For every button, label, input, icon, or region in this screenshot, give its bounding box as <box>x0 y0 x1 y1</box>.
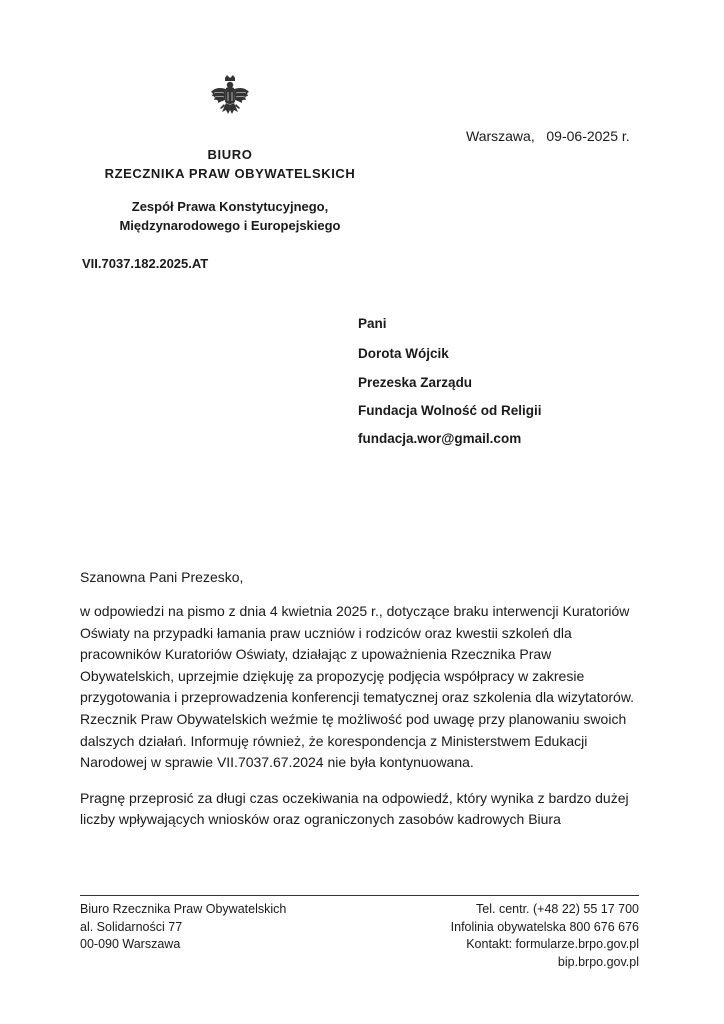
reference-number: VII.7037.182.2025.AT <box>82 256 209 271</box>
footer-right-line4: bip.brpo.gov.pl <box>557 954 639 969</box>
polish-eagle-emblem <box>208 74 252 122</box>
recipient-salutation: Pani <box>358 316 387 331</box>
footer-address <box>80 901 360 954</box>
letter-body <box>80 601 640 845</box>
office-line2: RZECZNIKA PRAW OBYWATELSKICH <box>104 166 356 181</box>
footer-divider <box>80 895 639 896</box>
date-place: Warszawa, <box>466 128 535 144</box>
office-line1: BIURO <box>207 147 253 162</box>
date-line <box>466 128 630 144</box>
recipient-role: Prezeska Zarządu <box>358 375 473 390</box>
letter-paragraph-1: w odpowiedzi na pismo z dnia 4 kwietnia 2025 r., dotyczące braku interwencji Kuratoriów Oświaty na przypadki łamania praw uczniów i rodziców oraz kwestii szkoleń dla pracowników Kuratoriów Oświaty, działając z upoważnienia Rzecznika Praw Obywatelskich, uprzejmie dziękuję za propozycję podjęcia współpracy w zakresie przygotowania i przeprowadzenia konferencji tematycznej oraz szkolenia dla wizytatorów. Rzecznik Praw Obywatelskich weźmie tę możliwość pod uwagę przy planowaniu swoich dalszych działań. Informuję również, że korespondencja z Ministerstwem Edukacji Narodowej w sprawie VII.7037.67.2024 nie była kontynuowana. <box>80 603 635 771</box>
footer-left-line2: al. Solidarności 77 <box>80 919 183 934</box>
footer-left-line1: Biuro Rzecznika Praw Obywatelskich <box>80 902 287 916</box>
footer-contact <box>380 901 639 971</box>
team-line2: Międzynarodowego i Europejskiego <box>119 218 341 233</box>
letter-paragraph-2: Pragnę przeprosić za długi czas oczekiwania na odpowiedź, który wynika z bardzo dużej liczby wpływających wniosków oraz ograniczonych zasobów kadrowych Biura <box>80 789 629 828</box>
recipient-email: fundacja.wor@gmail.com <box>358 431 522 446</box>
footer-left-line3: 00-090 Warszawa <box>80 937 181 951</box>
footer-right-line3: Kontakt: formularze.brpo.gov.pl <box>466 937 639 951</box>
date-value: 09-06-2025 r. <box>546 128 630 144</box>
footer-right-line1: Tel. centr. (+48 22) 55 17 700 <box>476 902 639 916</box>
footer-right-line2: Infolinia obywatelska 800 676 676 <box>450 919 639 934</box>
letter-greeting: Szanowna Pani Prezesko, <box>80 569 244 585</box>
recipient-name: Dorota Wójcik <box>358 346 449 361</box>
recipient-organization: Fundacja Wolność od Religii <box>358 403 542 418</box>
team-line1: Zespół Prawa Konstytucyjnego, <box>131 199 329 214</box>
